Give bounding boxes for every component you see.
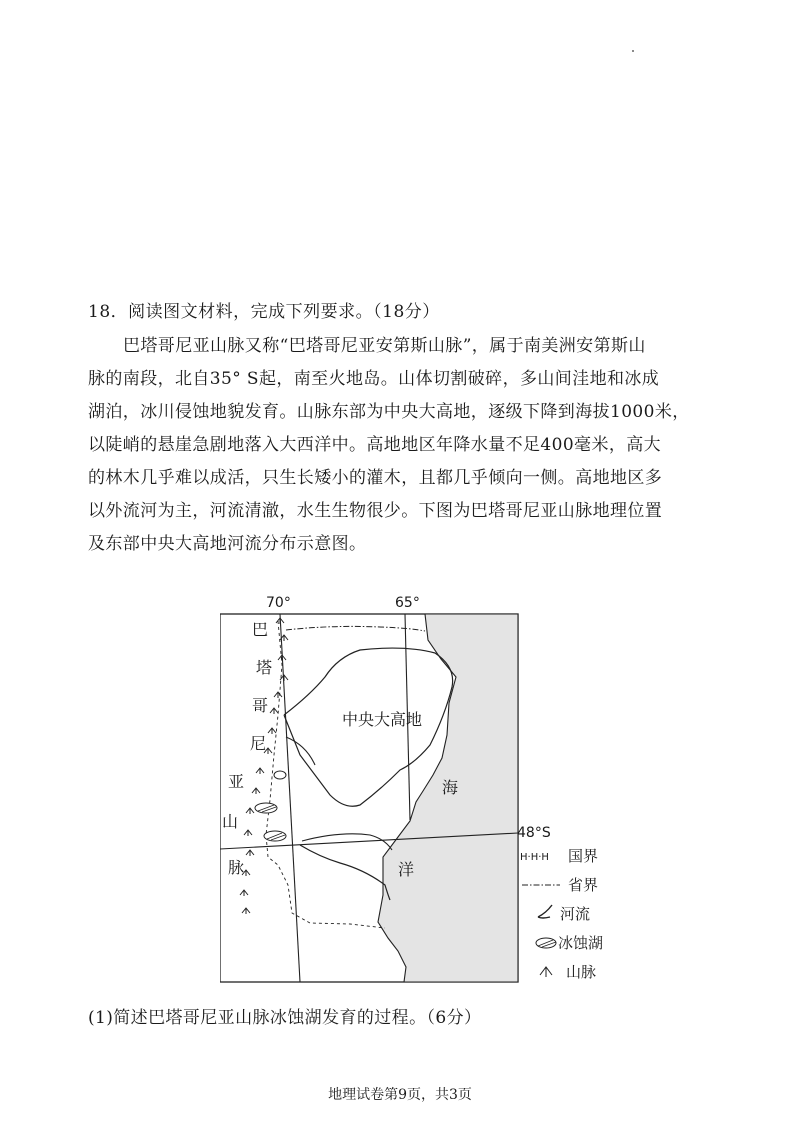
legend-label: 山脉 xyxy=(566,963,597,981)
paragraph-line: 的林木几乎难以成活，只生长矮小的灌木，且都几乎倾向一侧。高地地区多 xyxy=(88,468,663,488)
scan-dot xyxy=(632,50,634,52)
plateau-label: 中央大高地 xyxy=(342,710,423,729)
mountain-name-char: 哥 xyxy=(252,696,269,715)
paragraph-line: 及东部中央大高地河流分布示意图。 xyxy=(88,534,367,554)
mountain-name-char: 脉 xyxy=(228,858,245,877)
legend-label: 河流 xyxy=(560,905,591,923)
sea-label-char: 海 xyxy=(442,778,459,797)
paragraph-line: 巴塔哥尼亚山脉又称“巴塔哥尼亚安第斯山脉”，属于南美洲安第斯山 xyxy=(123,336,646,356)
map-figure xyxy=(220,595,640,990)
legend-label: 冰蚀湖 xyxy=(558,934,604,952)
paragraph-line: 以陡峭的悬崖急剧地落入大西洋中。高地地区年降水量不足400毫米，高大 xyxy=(88,435,662,455)
glacial-lake xyxy=(274,771,286,779)
legend-label: 省界 xyxy=(568,876,599,894)
sub-question-1: (1)简述巴塔哥尼亚山脉冰蚀湖发育的过程。（6分） xyxy=(88,1008,482,1028)
paragraph-line: 湖泊，冰川侵蚀地貌发育。山脉东部为中央大高地，逐级下降到海拔1000米， xyxy=(88,402,690,422)
patagonia-map xyxy=(220,595,640,990)
legend-label: 国界 xyxy=(568,847,599,865)
page-footer: 地理试卷第9页，共3页 xyxy=(328,1087,472,1103)
mountain-name-char: 巴 xyxy=(252,620,269,639)
legend-river-icon xyxy=(538,905,552,918)
lat-label-48s: 48°S xyxy=(517,825,551,841)
sea-label-char: 洋 xyxy=(398,860,415,879)
mountain-name-char: 亚 xyxy=(228,772,245,791)
question-header: 18．阅读图文材料，完成下列要求。（18分） xyxy=(88,302,440,322)
legend-national-border-icon: H·H·H xyxy=(520,852,549,863)
paragraph-line: 脉的南段，北自35° S起，南至火地岛。山体切割破碎，多山间洼地和冰成 xyxy=(88,369,660,389)
map-legend xyxy=(520,847,603,981)
lon-label-70: 70° xyxy=(266,595,291,611)
mountain-name-char: 塔 xyxy=(256,658,273,677)
paragraph-line: 以外流河为主，河流清澈，水生生物很少。下图为巴塔哥尼亚山脉地理位置 xyxy=(88,501,663,521)
mountain-name-char: 尼 xyxy=(250,734,267,753)
mountain-name-char: 山 xyxy=(222,812,239,831)
lon-label-65: 65° xyxy=(395,595,420,611)
material-paragraph xyxy=(88,330,708,561)
legend-mountain-icon xyxy=(540,967,552,977)
